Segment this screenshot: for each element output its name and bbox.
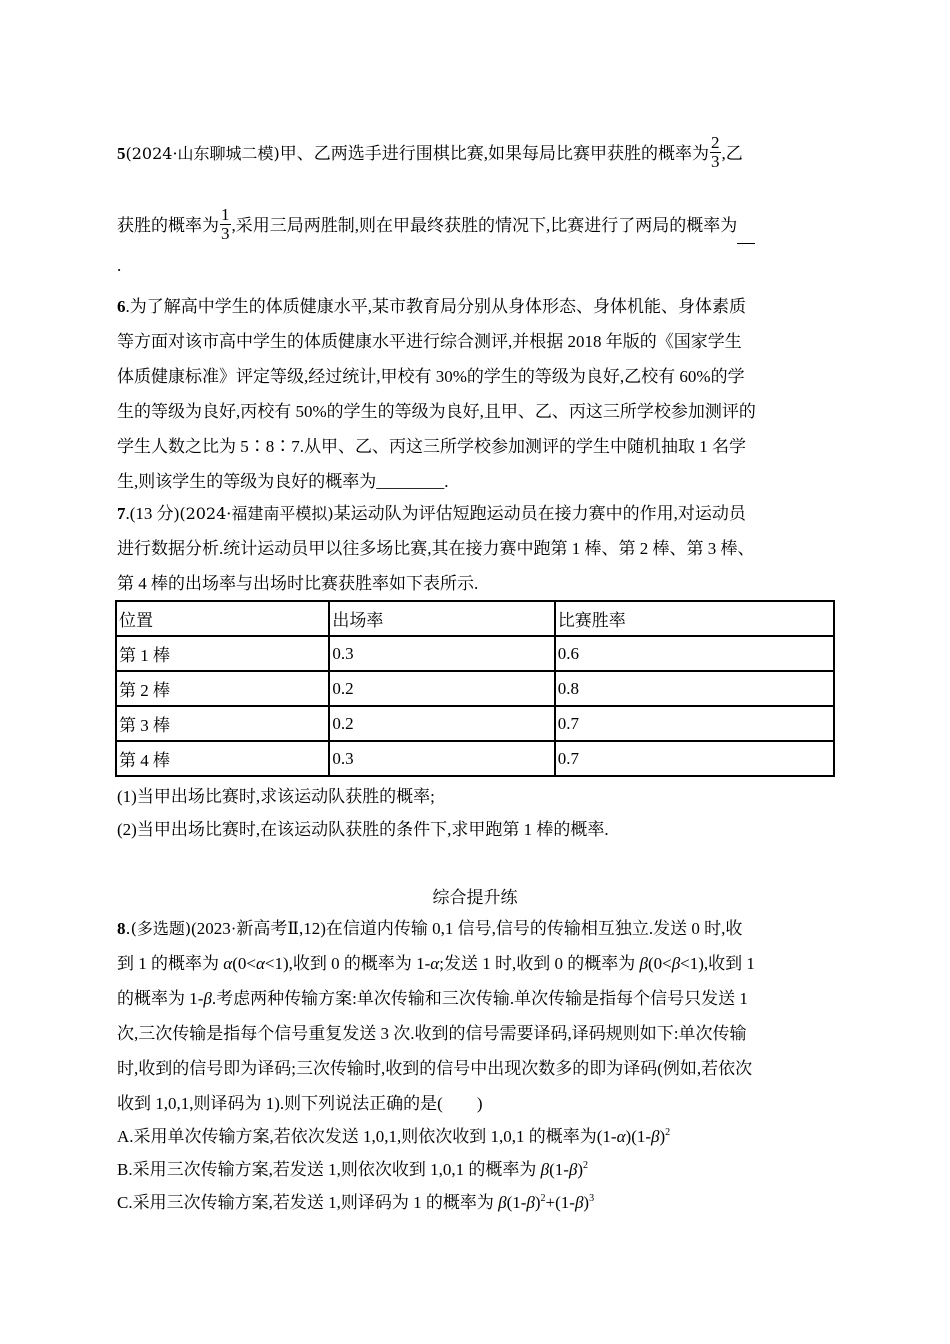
q5-text-b: ,乙: [721, 144, 743, 163]
q8-l3-b: .考虑两种传输方案:单次传输和三次传输.单次传输是指每个信号只发送 1: [211, 989, 748, 1008]
table-row: [116, 706, 834, 741]
q6-line-2: 等方面对该市高中学生的体质健康水平进行综合测评,并根据 2018 年版的《国家学生: [117, 332, 742, 351]
frac2-denominator: 3: [221, 223, 230, 243]
beta-symbol: β: [568, 1160, 578, 1179]
q7-line-1: [117, 496, 835, 531]
q6-line-3: 体质健康标准》评定等级,经过统计,甲校有 30%的学生的等级为良好,乙校有 60%的学: [117, 367, 745, 386]
q8-text: (2023·新高考Ⅱ,12)在信道内传输 0,1 信号,信号的传输相互独立.发送 0 时,收: [191, 919, 743, 938]
optC-mid: (1-: [506, 1193, 527, 1212]
table-cell: 0.8: [555, 671, 834, 706]
optA-text: A.采用单次传输方案,若依次发送 1,0,1,则依次收到 1,0,1 的概率为(1-: [117, 1127, 617, 1146]
optC-close: ): [534, 1193, 541, 1212]
beta-symbol: β: [574, 1193, 584, 1212]
q8-option-c: [117, 1185, 835, 1220]
table-header-row: [116, 601, 834, 636]
q7-subquestion-2: (2)当甲出场比赛时,在该运动队获胜的条件下,求甲跑第 1 棒的概率.: [117, 820, 609, 839]
table-cell: 0.3: [329, 741, 554, 776]
table-row: [116, 636, 834, 671]
table-header-cell: 比赛胜率: [555, 601, 834, 636]
table-cell: 第 3 棒: [116, 706, 329, 741]
q7-score: .(13 分): [125, 504, 180, 523]
exponent: 2: [540, 1193, 546, 1204]
alpha-symbol: α: [430, 954, 440, 973]
q5-source: (2024·山东聊城二模): [125, 144, 280, 163]
q7-line-2: 进行数据分析.统计运动员甲以往多场比赛,其在接力赛中跑第 1 棒、第 2 棒、第 3 棒、: [117, 539, 755, 558]
q8-l2-f: <1),收到 1: [680, 954, 755, 973]
q5-number: 5: [117, 144, 126, 163]
section-title: 综合提升练: [432, 888, 518, 907]
q8-line-2: [117, 946, 835, 981]
table-cell: 0.7: [555, 741, 834, 776]
q5-line-2: [117, 204, 835, 246]
q7-line-3: 第 4 棒的出场率与出场时比赛获胜率如下表所示.: [117, 574, 479, 593]
q5-text-a: 甲、乙两选手进行围棋比赛,如果每局比赛甲获胜的概率为: [279, 144, 710, 163]
table-cell: 第 2 棒: [116, 671, 329, 706]
beta-symbol: β: [540, 1160, 550, 1179]
q7-source: (2024·福建南平模拟): [179, 504, 334, 523]
q6-last-text: 生,则该学生的等级为良好的概率为: [117, 472, 377, 491]
optC-text: C.采用三次传输方案,若发送 1,则译码为 1 的概率为: [117, 1193, 499, 1212]
q7-number: 7: [117, 504, 126, 523]
q8-line-5: 时,收到的信号即为译码;三次传输时,收到的信号中出现次数多的即为译码(例如,若依次: [117, 1059, 753, 1078]
beta-symbol: β: [639, 954, 648, 973]
table-cell: 第 1 棒: [116, 636, 329, 671]
frac1-numerator: 2: [711, 132, 720, 152]
q6-end: .: [444, 472, 449, 491]
alpha-symbol: α: [223, 954, 233, 973]
optC-plus: +(1-: [545, 1193, 575, 1212]
q5-line-3: [117, 256, 835, 276]
table-cell: 0.6: [555, 636, 834, 671]
table-cell: 第 4 棒: [116, 741, 329, 776]
q5-fraction-1: [710, 134, 721, 171]
q5-text-e: .: [117, 256, 122, 275]
q6-line-5: 学生人数之比为 5∶8∶7.从甲、乙、丙这三所学校参加测评的学生中随机抽取 1 名学: [117, 437, 746, 456]
q8-line-4: 次,三次传输是指每个信号重复发送 3 次.收到的信号需要译码,译码规则如下:单次传输: [117, 1024, 747, 1043]
q8-l2-d: ;发送 1 时,收到 0 的概率为: [439, 954, 640, 973]
exponent: 2: [665, 1127, 671, 1138]
q7-text: 某运动队为评估短跑运动员在接力赛中的作用,对运动员: [333, 504, 746, 523]
optB-end: ): [577, 1160, 584, 1179]
q8-l2-c: <1),收到 0 的概率为 1-: [264, 954, 431, 973]
q5-fraction-2: [220, 206, 231, 243]
exponent: 2: [583, 1160, 589, 1171]
q7-subquestion-1: (1)当甲出场比赛时,求该运动队获胜的概率;: [117, 787, 435, 806]
q5-line-1: [117, 132, 835, 174]
q8-option-b: [117, 1152, 835, 1187]
q5-answer-blank: [737, 208, 755, 244]
table-header-cell: 出场率: [329, 601, 554, 636]
table-cell: 0.2: [329, 706, 554, 741]
q7-data-table: [115, 600, 835, 777]
q8-l2-b: (0<: [232, 954, 256, 973]
beta-symbol: β: [651, 1127, 660, 1146]
q8-line-1: [117, 911, 835, 946]
optC-end: ): [583, 1193, 590, 1212]
beta-symbol: β: [526, 1193, 535, 1212]
frac2-numerator: 1: [221, 204, 230, 224]
q8-option-a: [117, 1119, 835, 1154]
table-cell: 0.3: [329, 636, 554, 671]
q6-line-6: [117, 464, 835, 499]
table-cell: 0.7: [555, 706, 834, 741]
q8-l2-a: 到 1 的概率为: [117, 954, 224, 973]
q6-text: .为了解高中学生的体质健康水平,某市教育局分别从身体形态、身体机能、身体素质: [125, 297, 746, 316]
table-row: [116, 741, 834, 776]
q8-l2-e: (0<: [647, 954, 672, 973]
q8-line-6: 收到 1,0,1,则译码为 1).则下列说法正确的是( ): [117, 1094, 483, 1113]
optB-text: B.采用三次传输方案,若发送 1,则依次收到 1,0,1 的概率为: [117, 1160, 541, 1179]
q8-line-3: [117, 981, 835, 1016]
frac1-denominator: 3: [711, 151, 720, 171]
alpha-symbol: α: [255, 954, 265, 973]
beta-symbol: β: [203, 989, 212, 1008]
q6-number: 6: [117, 297, 126, 316]
optB-mid: (1-: [549, 1160, 569, 1179]
q6-line-1: [117, 289, 835, 324]
q8-tag: .(多选题): [125, 919, 192, 938]
q6-answer-blank: ________: [376, 472, 445, 491]
q5-text-d: ,采用三局两胜制,则在甲最终获胜的情况下,比赛进行了两局的概率为: [231, 216, 738, 235]
optA-mid: )(1-: [625, 1127, 652, 1146]
table-row: [116, 671, 834, 706]
alpha-symbol: α: [616, 1127, 626, 1146]
q8-l3-a: 的概率为 1-: [117, 989, 204, 1008]
q5-text-c: 获胜的概率为: [117, 216, 219, 235]
q8-number: 8: [117, 919, 126, 938]
table-cell: 0.2: [329, 671, 554, 706]
exponent: 3: [589, 1193, 595, 1204]
beta-symbol: β: [671, 954, 681, 973]
table-header-cell: 位置: [116, 601, 329, 636]
beta-symbol: β: [498, 1193, 507, 1212]
optA-end: ): [659, 1127, 666, 1146]
q6-line-4: 生的等级为良好,丙校有 50%的学生的等级为良好,且甲、乙、丙这三所学校参加测评的: [117, 402, 756, 421]
